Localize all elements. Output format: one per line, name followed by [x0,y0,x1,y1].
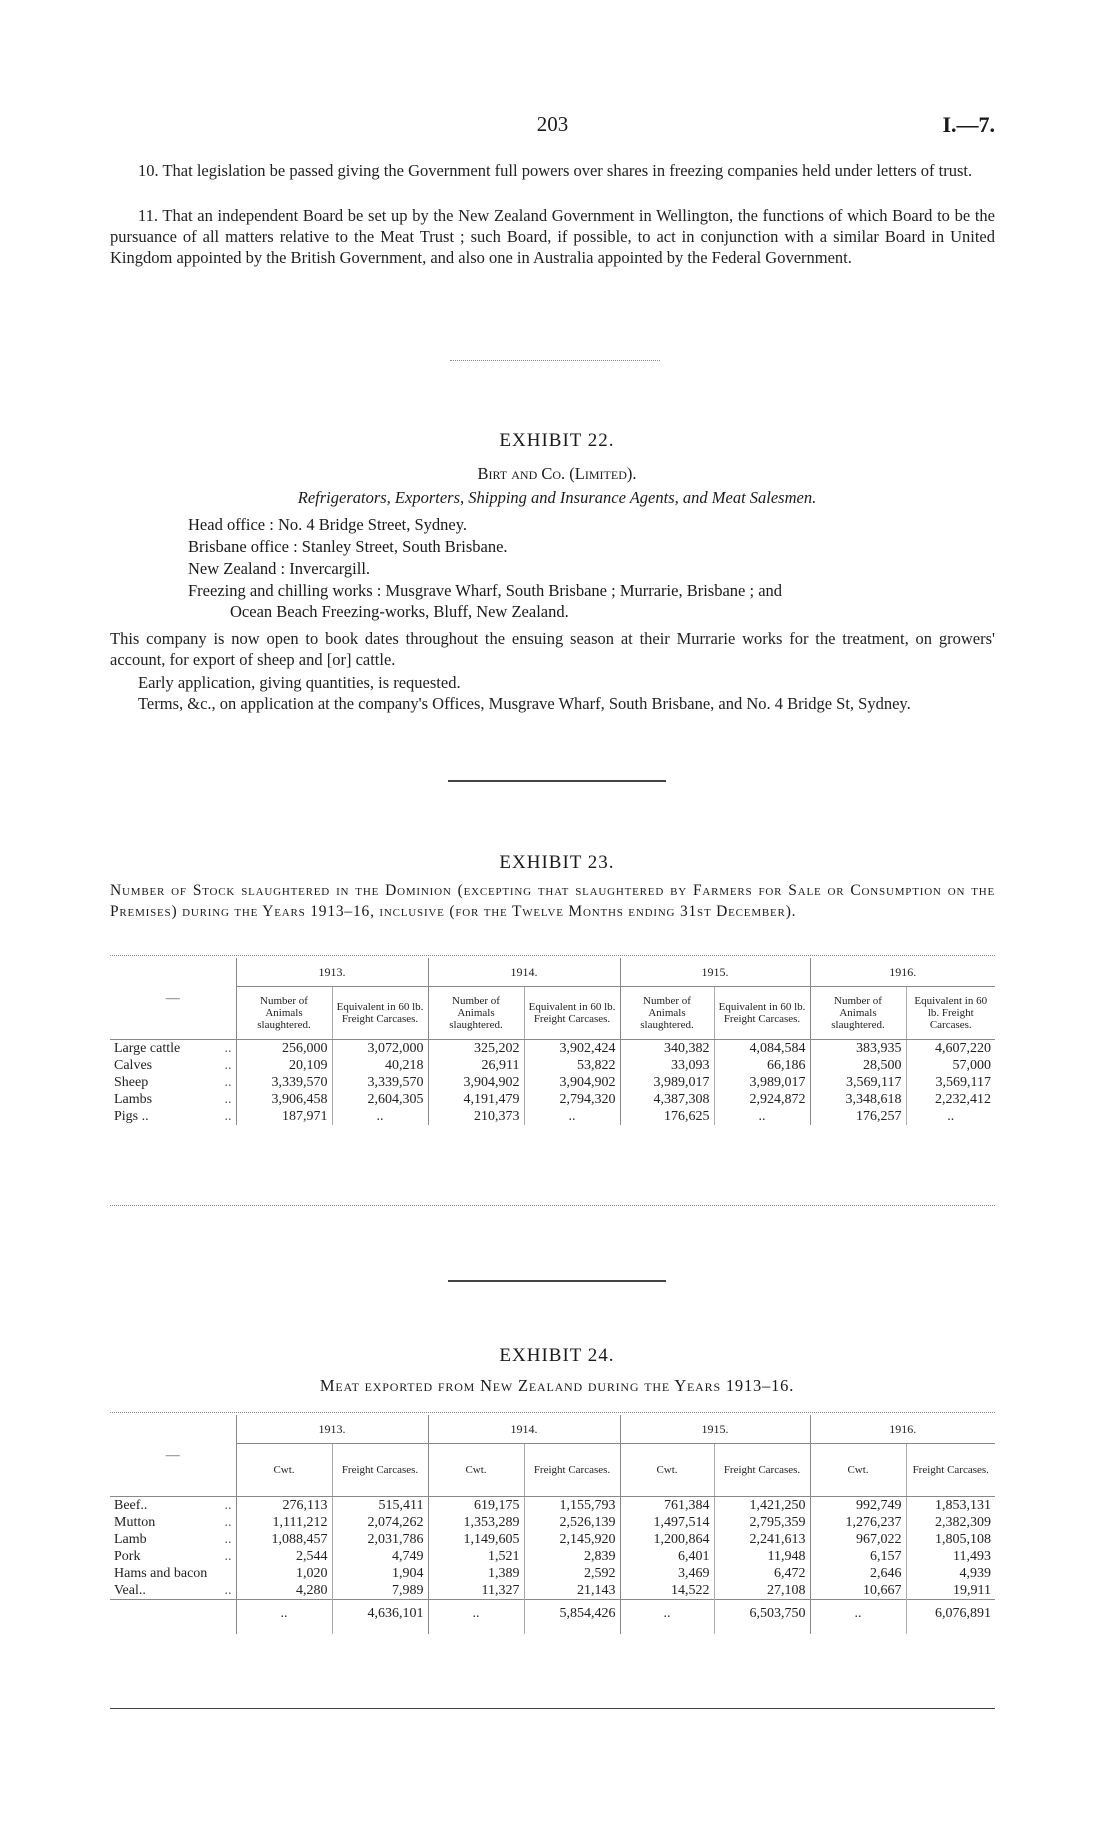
table-cell: 6,157 [810,1548,906,1565]
table-cell: 6,472 [714,1565,810,1582]
table-row [110,1514,995,1531]
table-cell: 176,625 [620,1108,714,1125]
table-cell: 276,113 [236,1497,332,1515]
year-1916: 1916. [810,1415,995,1444]
table-cell: 2,794,320 [524,1091,620,1108]
cwt-header: Cwt. [428,1444,524,1497]
new-zealand-line: New Zealand : Invercargill. [188,559,371,578]
table-row [110,1548,995,1565]
row-label [110,1108,236,1125]
row-label-text: Hams and bacon [114,1566,208,1581]
cwt-header: Cwt. [620,1444,714,1497]
table-cell: 10,667 [810,1582,906,1600]
table-cell: 3,989,017 [714,1074,810,1091]
row-label-text: Calves [114,1058,153,1073]
head-office-line: Head office : No. 4 Bridge Street, Sydney. [188,515,468,534]
table-row [110,1531,995,1548]
table-row [110,1091,995,1108]
table-cell: 3,348,618 [810,1091,906,1108]
exhibit-24-title: EXHIBIT 24. [499,1345,615,1366]
table-cell: .. [332,1108,428,1125]
table-cell: 2,604,305 [332,1091,428,1108]
section-divider [450,360,660,361]
row-leader-dots: .. [224,1041,232,1056]
table-cell: 619,175 [428,1497,524,1515]
table-cell: 1,111,212 [236,1514,332,1531]
row-label [110,1548,236,1565]
total-cell: .. [810,1600,906,1635]
table-bottom-rule [110,1708,995,1709]
table-cell: 2,145,920 [524,1531,620,1548]
table-cell: 4,084,584 [714,1040,810,1058]
stock-slaughtered-table [110,958,995,1125]
page-header [110,112,995,146]
table-cell: 340,382 [620,1040,714,1058]
table-cell: 1,904 [332,1565,428,1582]
table-row [110,1582,995,1600]
equivalent-header: Equivalent in 60 lb. Freight Carcases. [906,987,995,1040]
row-label [110,1057,236,1074]
equivalent-header: Equivalent in 60 lb. Freight Carcases. [524,987,620,1040]
table-cell: 176,257 [810,1108,906,1125]
cwt-header: Cwt. [236,1444,332,1497]
table-cell: 3,569,117 [906,1074,995,1091]
freezing-works-continuation: Ocean Beach Freezing-works, Bluff, New Zealand. [230,602,569,621]
animals-header: Number of Animals slaughtered. [236,987,332,1040]
totals-row [110,1600,995,1635]
table-cell: 2,031,786 [332,1531,428,1548]
table-cell: 53,822 [524,1057,620,1074]
table-cell: 967,022 [810,1531,906,1548]
row-label-text: Sheep [114,1075,149,1090]
table-cell: 3,569,117 [810,1074,906,1091]
meat-exported-table [110,1415,995,1634]
year-1913: 1913. [236,1415,428,1444]
table-row [110,1057,995,1074]
table-cell: 325,202 [428,1040,524,1058]
table-cell: 4,280 [236,1582,332,1600]
stub-header [110,958,236,1040]
table-cell: 1,200,864 [620,1531,714,1548]
row-leader-dots: .. [224,1583,232,1598]
table-cell: 1,020 [236,1565,332,1582]
table-cell: 3,339,570 [332,1074,428,1091]
equivalent-header: Equivalent in 60 lb. Freight Carcases. [332,987,428,1040]
exhibit-23-title: EXHIBIT 23. [499,852,615,873]
table-cell: 2,544 [236,1548,332,1565]
table-cell: 28,500 [810,1057,906,1074]
freezing-works-line: Freezing and chilling works : Musgrave Wharf, South Brisbane ; Murrarie, Brisbane ; and [188,581,783,600]
row-leader-dots: .. [224,1075,232,1090]
exhibit-22-body-3: Terms, &c., on application at the company's Offices, Musgrave Wharf, South Brisbane, and No. 4 Bridge St, Sydney. [138,694,911,713]
table-cell: 4,939 [906,1565,995,1582]
animals-header: Number of Animals slaughtered. [810,987,906,1040]
meat-table-body [110,1497,995,1635]
exhibit-22-description: Refrigerators, Exporters, Shipping and Insurance Agents, and Meat Salesmen. [297,488,817,507]
exhibit-22-body-1: This company is now open to book dates throughout the ensuing season at their Murrarie works for the treatment, on growers' account, for export of sheep and [or] cattle. [110,629,995,669]
table-cell: 1,421,250 [714,1497,810,1515]
total-cell: .. [620,1600,714,1635]
table-cell: 761,384 [620,1497,714,1515]
table-cell: 992,749 [810,1497,906,1515]
row-label [110,1531,236,1548]
table-cell: 27,108 [714,1582,810,1600]
row-label-text: Lambs [114,1092,153,1107]
table-cell: 19,911 [906,1582,995,1600]
table-cell: .. [906,1108,995,1125]
stub-header-dash: — [165,990,180,1006]
table-cell: 33,093 [620,1057,714,1074]
brisbane-office-line: Brisbane office : Stanley Street, South Brisbane. [188,537,508,556]
table-cell: 11,327 [428,1582,524,1600]
row-label [110,1582,236,1600]
table-cell: 2,839 [524,1548,620,1565]
table-cell: 2,795,359 [714,1514,810,1531]
total-cell: 4,636,101 [332,1600,428,1635]
table-cell: 3,906,458 [236,1091,332,1108]
table-cell: 210,373 [428,1108,524,1125]
table-cell: 1,276,237 [810,1514,906,1531]
paragraph-10: 10. That legislation be passed giving the Government full powers over shares in freezing companies held under letters of trust. [138,161,973,180]
table-cell: 3,904,902 [428,1074,524,1091]
animals-header: Number of Animals slaughtered. [428,987,524,1040]
freight-header: Freight Carcases. [332,1444,428,1497]
table-cell: 3,339,570 [236,1074,332,1091]
subheader-row [110,1444,995,1497]
table-cell: 6,401 [620,1548,714,1565]
year-1915: 1915. [620,958,810,987]
table-cell: 57,000 [906,1057,995,1074]
table-cell: 20,109 [236,1057,332,1074]
table-cell: 2,592 [524,1565,620,1582]
year-1914: 1914. [428,958,620,987]
row-label [110,1091,236,1108]
stub-header [110,1415,236,1497]
table-cell: 4,749 [332,1548,428,1565]
table-cell: 14,522 [620,1582,714,1600]
table-cell: 3,989,017 [620,1074,714,1091]
total-cell: 6,503,750 [714,1600,810,1635]
table-row [110,1040,995,1058]
exhibit-23-caption: Number of Stock slaughtered in the Dominion (excepting that slaughtered by Farmers for Sale or Consumption on the Premises) during the Years 1913–16, inclusive (for the Twelve Months ending 31st December). [110,882,995,920]
table-cell: 11,493 [906,1548,995,1565]
row-label-text: Pigs .. [114,1109,149,1124]
stub-header-dash: — [165,1447,180,1463]
row-label [110,1074,236,1091]
table-row [110,1565,995,1582]
table-cell: 1,149,605 [428,1531,524,1548]
animals-header: Number of Animals slaughtered. [620,987,714,1040]
row-label-text: Pork [114,1549,141,1564]
table-cell: 11,948 [714,1548,810,1565]
table-cell: 21,143 [524,1582,620,1600]
equivalent-header: Equivalent in 60 lb. Freight Carcases. [714,987,810,1040]
table-cell: 66,186 [714,1057,810,1074]
table-cell: 256,000 [236,1040,332,1058]
row-leader-dots: .. [224,1109,232,1124]
table-cell: 2,074,262 [332,1514,428,1531]
cwt-header: Cwt. [810,1444,906,1497]
table-cell: 1,853,131 [906,1497,995,1515]
freight-header: Freight Carcases. [906,1444,995,1497]
totals-label [110,1600,236,1635]
total-cell: 5,854,426 [524,1600,620,1635]
subheader-row [110,987,995,1040]
row-leader-dots: .. [224,1058,232,1073]
table-cell: 1,353,289 [428,1514,524,1531]
table-top-rule [110,1412,995,1413]
row-label [110,1040,236,1058]
row-label-text: Lamb [114,1532,147,1547]
year-1915: 1915. [620,1415,810,1444]
row-label [110,1565,236,1582]
row-label [110,1514,236,1531]
table-cell: 26,911 [428,1057,524,1074]
year-1914: 1914. [428,1415,620,1444]
row-label-text: Large cattle [114,1041,181,1056]
table-cell: 4,191,479 [428,1091,524,1108]
exhibit-22-company: Birt and Co. (Limited). [477,464,637,483]
row-leader-dots: .. [224,1515,232,1530]
total-cell: 6,076,891 [906,1600,995,1635]
row-leader-dots: .. [224,1532,232,1547]
stock-table-body [110,1040,995,1126]
row-label [110,1497,236,1515]
row-label-text: Veal.. [114,1583,146,1598]
total-cell: .. [236,1600,332,1635]
table-cell: 1,155,793 [524,1497,620,1515]
year-header-row [110,958,995,987]
row-leader-dots: .. [224,1498,232,1513]
row-leader-dots: .. [224,1092,232,1107]
table-cell: 7,989 [332,1582,428,1600]
freight-header: Freight Carcases. [524,1444,620,1497]
document-reference: I.—7. [942,112,995,137]
section-divider [448,780,666,782]
paragraph-11: 11. That an independent Board be set up by the New Zealand Government in Wellington, the functions of which Board to be the pursuance of all matters relative to the Meat Trust ; such Board, if possible, to act in conjunction with a similar Board in United Kingdom appointed by the British Government, and also one in Australia appointed by the Federal Government. [110,206,995,267]
table-row [110,1108,995,1125]
table-cell: .. [524,1108,620,1125]
table-cell: 40,218 [332,1057,428,1074]
total-cell: .. [428,1600,524,1635]
year-header-row [110,1415,995,1444]
table-cell: 1,497,514 [620,1514,714,1531]
table-cell: 3,469 [620,1565,714,1582]
section-divider [448,1280,666,1282]
exhibit-24-caption: Meat exported from New Zealand during the Years 1913–16. [319,1376,795,1395]
table-cell: .. [714,1108,810,1125]
table-row [110,1074,995,1091]
exhibit-22-body-2: Early application, giving quantities, is requested. [138,673,461,692]
table-bottom-rule [110,1205,995,1206]
year-1916: 1916. [810,958,995,987]
table-cell: 1,805,108 [906,1531,995,1548]
exhibit-22-title: EXHIBIT 22. [499,430,615,451]
table-cell: 1,521 [428,1548,524,1565]
table-row [110,1497,995,1515]
table-cell: 1,389 [428,1565,524,1582]
table-cell: 2,232,412 [906,1091,995,1108]
table-cell: 187,971 [236,1108,332,1125]
table-cell: 515,411 [332,1497,428,1515]
row-leader-dots: .. [224,1549,232,1564]
table-cell: 2,382,309 [906,1514,995,1531]
table-cell: 2,924,872 [714,1091,810,1108]
table-cell: 1,088,457 [236,1531,332,1548]
table-cell: 3,072,000 [332,1040,428,1058]
row-label-text: Beef.. [114,1498,148,1513]
table-cell: 4,607,220 [906,1040,995,1058]
year-1913: 1913. [236,958,428,987]
freight-header: Freight Carcases. [714,1444,810,1497]
table-top-rule [110,955,995,956]
page-number: 203 [536,112,569,136]
table-cell: 2,241,613 [714,1531,810,1548]
table-cell: 383,935 [810,1040,906,1058]
table-cell: 3,904,902 [524,1074,620,1091]
table-cell: 3,902,424 [524,1040,620,1058]
table-cell: 2,646 [810,1565,906,1582]
row-label-text: Mutton [114,1515,156,1530]
table-cell: 4,387,308 [620,1091,714,1108]
table-cell: 2,526,139 [524,1514,620,1531]
